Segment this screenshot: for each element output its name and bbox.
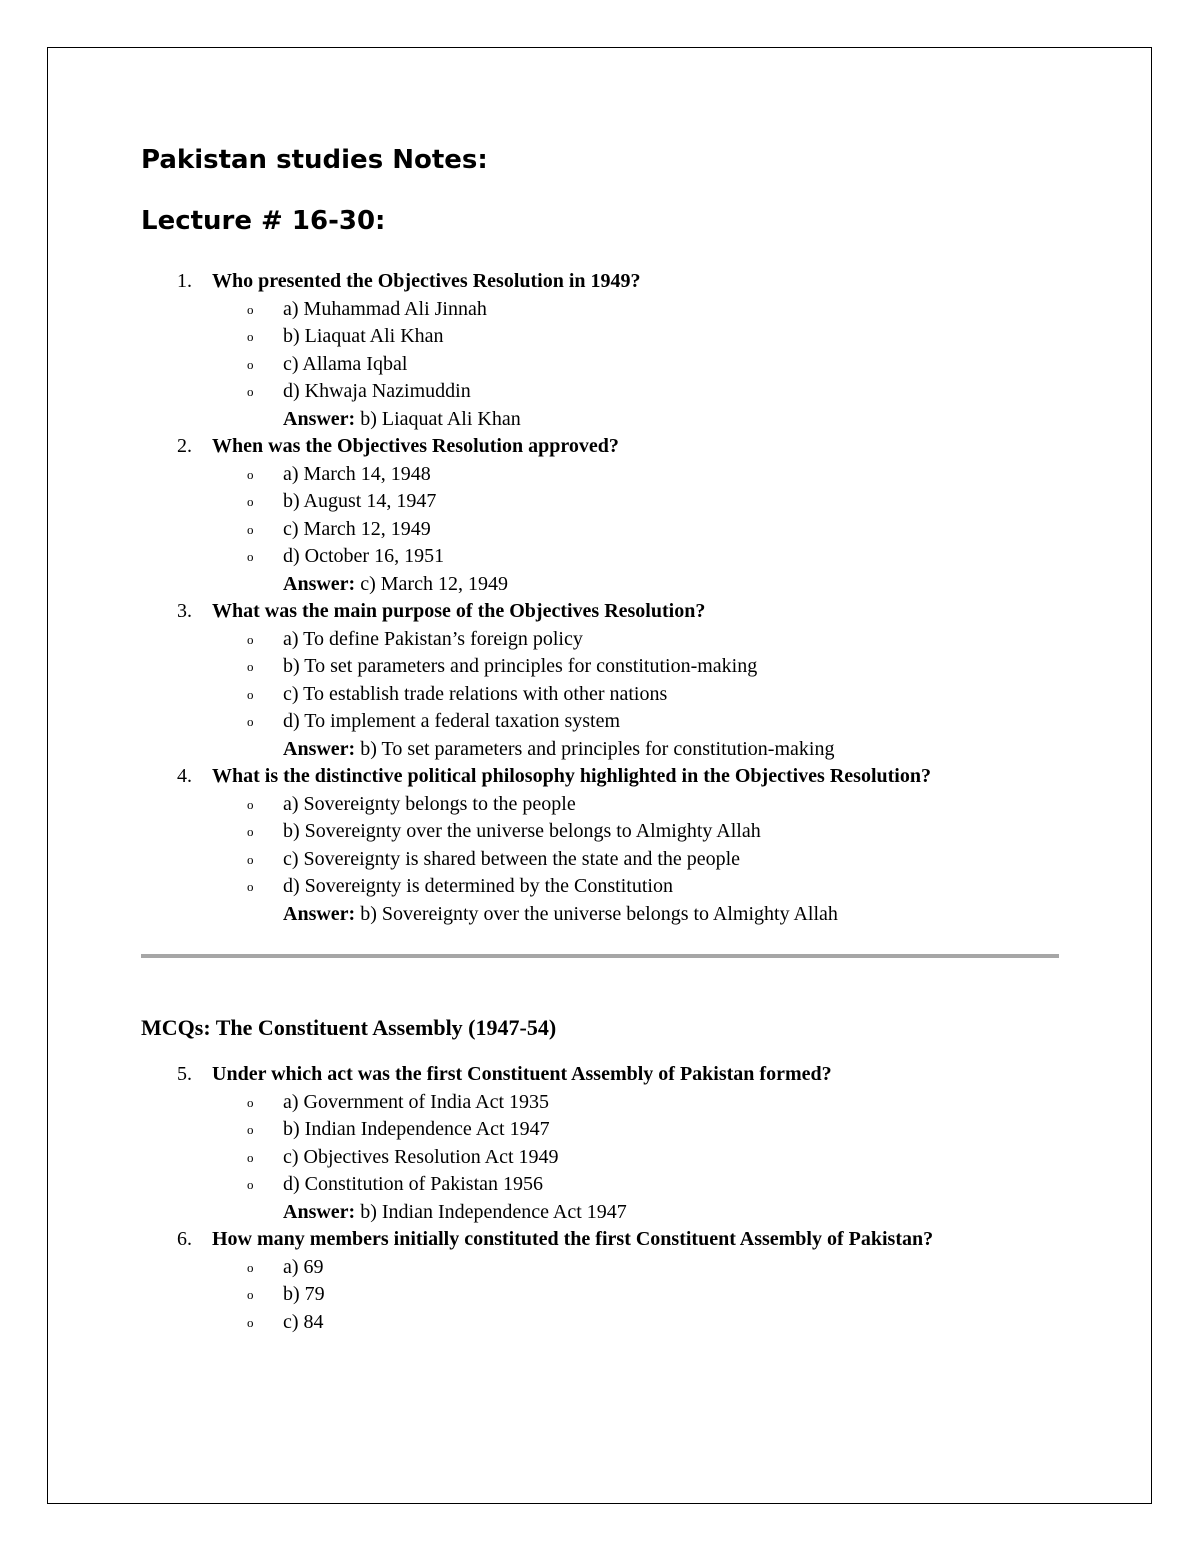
question-1 — [141, 268, 1081, 433]
question-text: When was the Objectives Resolution approved? — [212, 435, 619, 457]
option-list — [212, 1089, 1081, 1199]
option-item — [212, 626, 1081, 654]
answer-text: b) Indian Independence Act 1947 — [360, 1200, 627, 1223]
circle-bullet-icon: o — [247, 1259, 254, 1275]
option-text: b) Indian Independence Act 1947 — [283, 1118, 550, 1140]
question-number: 5. — [177, 1063, 192, 1085]
option-item — [212, 873, 1081, 901]
option-list — [212, 626, 1081, 736]
option-text: c) To establish trade relations with other nations — [283, 682, 668, 705]
answer-label: Answer: — [283, 902, 356, 925]
circle-bullet-icon: o — [247, 1177, 254, 1192]
circle-bullet-icon: o — [247, 549, 254, 564]
circle-bullet-icon: o — [247, 1287, 254, 1302]
circle-bullet-icon: o — [247, 301, 254, 317]
answer-text: b) Sovereignty over the universe belongs to Almighty Allah — [360, 902, 838, 925]
question-text: Under which act was the first Constituent Assembly of Pakistan formed? — [212, 1063, 832, 1085]
question-number: 3. — [177, 600, 192, 622]
answer-text: b) To set parameters and principles for constitution-making — [360, 737, 835, 760]
option-text: a) Government of India Act 1935 — [283, 1090, 550, 1113]
lecture-heading: Lecture # 16-30: — [141, 206, 386, 236]
option-text: d) Khwaja Nazimuddin — [283, 380, 471, 402]
circle-bullet-icon: o — [247, 851, 254, 867]
question-number: 1. — [177, 270, 192, 292]
question-5 — [141, 1061, 1081, 1226]
option-text: b) 79 — [283, 1283, 325, 1305]
option-text: d) October 16, 1951 — [283, 545, 445, 567]
option-text: c) March 12, 1949 — [283, 517, 431, 540]
circle-bullet-icon: o — [247, 824, 254, 839]
question-list-part1 — [141, 268, 1081, 928]
option-text: b) August 14, 1947 — [283, 490, 437, 512]
option-item — [212, 1254, 1081, 1282]
option-text: c) Sovereignty is shared between the state and the people — [283, 847, 741, 870]
circle-bullet-icon: o — [247, 466, 254, 482]
option-text: a) Muhammad Ali Jinnah — [283, 297, 487, 320]
option-item — [212, 1144, 1081, 1172]
option-item — [212, 708, 1081, 736]
option-text: a) 69 — [283, 1255, 324, 1278]
option-text: c) 84 — [283, 1310, 324, 1333]
question-2 — [141, 433, 1081, 598]
option-item — [212, 351, 1081, 379]
circle-bullet-icon: o — [247, 631, 254, 647]
option-list — [212, 791, 1081, 901]
circle-bullet-icon: o — [247, 329, 254, 344]
option-list — [212, 461, 1081, 571]
circle-bullet-icon: o — [247, 521, 254, 537]
circle-bullet-icon: o — [247, 714, 254, 729]
option-item — [212, 1116, 1081, 1144]
circle-bullet-icon: o — [247, 1094, 254, 1110]
answer-text: b) Liaquat Ali Khan — [360, 407, 521, 430]
horizontal-divider — [141, 954, 1059, 958]
answer-line — [212, 736, 1081, 764]
question-number: 6. — [177, 1228, 192, 1250]
answer-label: Answer: — [283, 407, 356, 430]
circle-bullet-icon: o — [247, 659, 254, 674]
option-item — [212, 818, 1081, 846]
document-content — [141, 138, 1081, 1336]
question-list-part2 — [141, 1061, 1081, 1336]
circle-bullet-icon: o — [247, 1122, 254, 1137]
option-text: d) Constitution of Pakistan 1956 — [283, 1173, 543, 1195]
answer-line — [212, 901, 1081, 929]
question-text: What was the main purpose of the Objectives Resolution? — [212, 600, 706, 622]
circle-bullet-icon: o — [247, 356, 254, 372]
circle-bullet-icon: o — [247, 494, 254, 509]
section-title: MCQs: The Constituent Assembly (1947-54) — [141, 1015, 557, 1040]
option-item — [212, 846, 1081, 874]
option-item — [212, 296, 1081, 324]
option-text: d) To implement a federal taxation system — [283, 710, 621, 732]
answer-label: Answer: — [283, 737, 356, 760]
circle-bullet-icon: o — [247, 384, 254, 399]
option-item — [212, 516, 1081, 544]
option-item — [212, 461, 1081, 489]
option-item — [212, 791, 1081, 819]
option-text: a) March 14, 1948 — [283, 462, 431, 485]
circle-bullet-icon: o — [247, 1149, 254, 1165]
question-3 — [141, 598, 1081, 763]
answer-text: c) March 12, 1949 — [360, 572, 508, 595]
option-text: a) Sovereignty belongs to the people — [283, 792, 576, 815]
option-item — [212, 1309, 1081, 1337]
question-4 — [141, 763, 1081, 928]
answer-line — [212, 571, 1081, 599]
option-text: b) To set parameters and principles for constitution-making — [283, 655, 758, 677]
question-number: 4. — [177, 765, 192, 787]
question-text: How many members initially constituted the first Constituent Assembly of Pakistan? — [212, 1228, 934, 1250]
question-6 — [141, 1226, 1081, 1336]
circle-bullet-icon: o — [247, 879, 254, 894]
circle-bullet-icon: o — [247, 796, 254, 812]
circle-bullet-icon: o — [247, 686, 254, 702]
option-item — [212, 1089, 1081, 1117]
answer-line — [212, 1199, 1081, 1227]
option-item — [212, 681, 1081, 709]
question-text: Who presented the Objectives Resolution in 1949? — [212, 270, 641, 292]
option-list — [212, 1254, 1081, 1337]
answer-line — [212, 406, 1081, 434]
option-item — [212, 653, 1081, 681]
option-item — [212, 543, 1081, 571]
option-item — [212, 378, 1081, 406]
option-list — [212, 296, 1081, 406]
option-text: b) Sovereignty over the universe belongs to Almighty Allah — [283, 820, 761, 842]
option-text: d) Sovereignty is determined by the Constitution — [283, 875, 673, 897]
answer-label: Answer: — [283, 572, 356, 595]
option-item — [212, 1171, 1081, 1199]
circle-bullet-icon: o — [247, 1314, 254, 1330]
question-text: What is the distinctive political philosophy highlighted in the Objectives Resolution? — [212, 765, 931, 787]
answer-label: Answer: — [283, 1200, 356, 1223]
document-title: Pakistan studies Notes: — [141, 145, 488, 175]
option-text: b) Liaquat Ali Khan — [283, 325, 444, 347]
option-text: c) Objectives Resolution Act 1949 — [283, 1145, 559, 1168]
option-item — [212, 1281, 1081, 1309]
option-item — [212, 488, 1081, 516]
question-number: 2. — [177, 435, 192, 457]
option-item — [212, 323, 1081, 351]
option-text: a) To define Pakistan’s foreign policy — [283, 627, 583, 650]
option-text: c) Allama Iqbal — [283, 352, 408, 375]
